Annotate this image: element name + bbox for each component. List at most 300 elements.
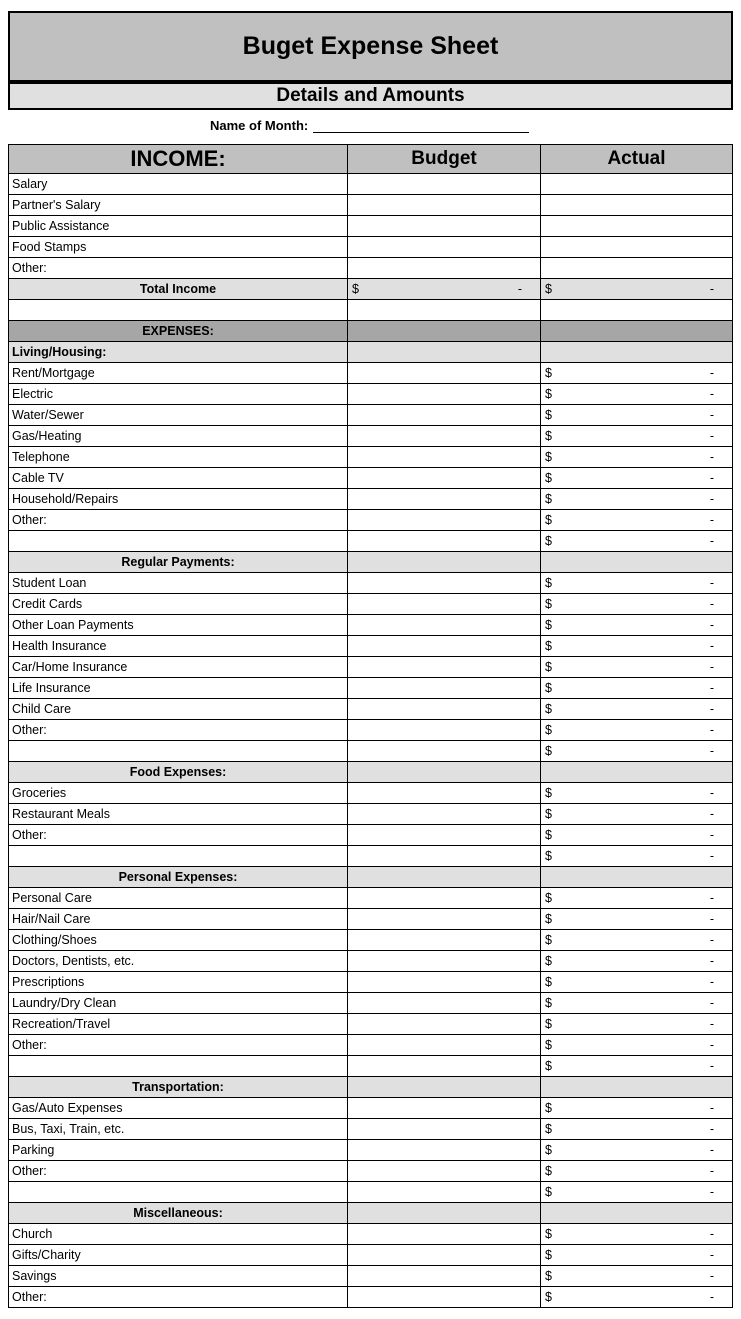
zero-dash: - — [709, 366, 714, 380]
section-actual-blank — [541, 867, 733, 888]
currency-symbol: $ — [545, 849, 552, 863]
section-actual-blank — [541, 342, 733, 363]
expense-row — [9, 489, 733, 510]
expense-row — [9, 720, 733, 741]
section-actual-blank — [541, 762, 733, 783]
expense-label: Gifts/Charity — [9, 1245, 348, 1266]
zero-dash: - — [709, 1185, 714, 1199]
budget-cell[interactable] — [348, 216, 541, 237]
actual-cell[interactable] — [541, 216, 733, 237]
expense-row — [9, 930, 733, 951]
expense-label: Recreation/Travel — [9, 1014, 348, 1035]
zero-dash: - — [709, 471, 714, 485]
budget-cell[interactable] — [348, 363, 541, 384]
actual-cell[interactable] — [541, 993, 733, 1014]
zero-dash: - — [709, 933, 714, 947]
zero-dash: - — [709, 1059, 714, 1073]
budget-cell[interactable] — [348, 594, 541, 615]
expense-row — [9, 405, 733, 426]
actual-cell[interactable] — [541, 195, 733, 216]
currency-symbol: $ — [545, 387, 552, 401]
expense-label: Health Insurance — [9, 636, 348, 657]
currency-symbol: $ — [545, 1164, 552, 1178]
sheet-subtitle: Details and Amounts — [8, 82, 733, 110]
actual-cell[interactable] — [541, 384, 733, 405]
budget-cell[interactable] — [348, 237, 541, 258]
budget-table — [8, 144, 733, 1308]
actual-cell[interactable] — [541, 447, 733, 468]
expense-label: Telephone — [9, 447, 348, 468]
budget-cell[interactable] — [348, 1056, 541, 1077]
currency-symbol: $ — [545, 576, 552, 590]
section-budget-blank — [348, 762, 541, 783]
actual-cell[interactable] — [541, 363, 733, 384]
expense-row — [9, 426, 733, 447]
zero-dash: - — [709, 996, 714, 1010]
actual-cell[interactable] — [541, 636, 733, 657]
zero-dash: - — [709, 282, 714, 296]
expense-row — [9, 468, 733, 489]
expense-label: Car/Home Insurance — [9, 657, 348, 678]
expense-label: Groceries — [9, 783, 348, 804]
zero-dash: - — [709, 975, 714, 989]
section-title: Living/Housing: — [9, 342, 348, 363]
zero-dash: - — [709, 1227, 714, 1241]
budget-header: Budget — [348, 145, 541, 174]
currency-symbol: $ — [545, 912, 552, 926]
currency-symbol: $ — [545, 366, 552, 380]
section-header-row — [9, 552, 733, 573]
section-budget-blank — [348, 552, 541, 573]
income-row — [9, 174, 733, 195]
actual-cell[interactable] — [541, 1140, 733, 1161]
budget-cell[interactable] — [348, 489, 541, 510]
zero-dash: - — [709, 408, 714, 422]
expense-label — [9, 1056, 348, 1077]
zero-dash: - — [709, 1038, 714, 1052]
budget-cell[interactable] — [348, 1035, 541, 1056]
expense-row — [9, 993, 733, 1014]
currency-symbol: $ — [545, 723, 552, 737]
expense-label: Child Care — [9, 699, 348, 720]
header-row — [9, 145, 733, 174]
expense-row — [9, 741, 733, 762]
expense-label: Life Insurance — [9, 678, 348, 699]
expense-row — [9, 825, 733, 846]
currency-symbol: $ — [545, 492, 552, 506]
actual-cell[interactable] — [541, 804, 733, 825]
section-header-row — [9, 342, 733, 363]
zero-dash: - — [709, 1122, 714, 1136]
budget-cell[interactable] — [348, 573, 541, 594]
section-header-row — [9, 1077, 733, 1098]
actual-cell[interactable] — [541, 972, 733, 993]
budget-cell[interactable] — [348, 1014, 541, 1035]
zero-dash: - — [709, 723, 714, 737]
zero-dash: - — [709, 639, 714, 653]
currency-symbol: $ — [545, 702, 552, 716]
expense-label: Restaurant Meals — [9, 804, 348, 825]
zero-dash: - — [709, 849, 714, 863]
currency-symbol: $ — [545, 471, 552, 485]
actual-cell[interactable] — [541, 1161, 733, 1182]
zero-dash: - — [709, 1101, 714, 1115]
budget-cell[interactable] — [348, 405, 541, 426]
currency-symbol: $ — [545, 1038, 552, 1052]
section-header-row — [9, 867, 733, 888]
actual-cell[interactable] — [541, 1182, 733, 1203]
currency-symbol: $ — [545, 408, 552, 422]
spacer-cell — [541, 300, 733, 321]
expense-row — [9, 1182, 733, 1203]
budget-cell[interactable] — [348, 1245, 541, 1266]
budget-cell[interactable] — [348, 426, 541, 447]
expense-row — [9, 657, 733, 678]
actual-cell[interactable] — [541, 489, 733, 510]
budget-cell[interactable] — [348, 1224, 541, 1245]
section-title: Personal Expenses: — [9, 867, 348, 888]
section-budget-blank — [348, 1203, 541, 1224]
currency-symbol: $ — [545, 1248, 552, 1262]
expense-label: Water/Sewer — [9, 405, 348, 426]
budget-cell[interactable] — [348, 741, 541, 762]
expense-row — [9, 699, 733, 720]
zero-dash: - — [709, 954, 714, 968]
zero-dash: - — [709, 597, 714, 611]
expense-row — [9, 1056, 733, 1077]
budget-cell[interactable] — [348, 909, 541, 930]
expense-row — [9, 1098, 733, 1119]
expense-label — [9, 846, 348, 867]
section-actual-blank — [541, 1077, 733, 1098]
currency-symbol: $ — [545, 975, 552, 989]
budget-cell[interactable] — [348, 657, 541, 678]
expense-label: Church — [9, 1224, 348, 1245]
expense-label: Gas/Auto Expenses — [9, 1098, 348, 1119]
actual-header: Actual — [541, 145, 733, 174]
actual-cell[interactable] — [541, 615, 733, 636]
currency-symbol: $ — [545, 660, 552, 674]
expense-row — [9, 1287, 733, 1308]
currency-symbol: $ — [545, 891, 552, 905]
zero-dash: - — [709, 1269, 714, 1283]
zero-dash: - — [709, 1017, 714, 1031]
currency-symbol: $ — [545, 1059, 552, 1073]
budget-cell[interactable] — [348, 468, 541, 489]
budget-cell[interactable] — [348, 447, 541, 468]
expense-label: Laundry/Dry Clean — [9, 993, 348, 1014]
actual-cell[interactable] — [541, 1014, 733, 1035]
expense-row — [9, 447, 733, 468]
expenses-actual-blank — [541, 321, 733, 342]
budget-cell[interactable] — [348, 888, 541, 909]
actual-cell[interactable] — [541, 825, 733, 846]
total-income-label: Total Income — [9, 279, 348, 300]
zero-dash: - — [709, 618, 714, 632]
budget-cell[interactable] — [348, 1287, 541, 1308]
budget-cell[interactable] — [348, 384, 541, 405]
actual-cell[interactable] — [541, 741, 733, 762]
section-title: Transportation: — [9, 1077, 348, 1098]
section-budget-blank — [348, 867, 541, 888]
actual-cell[interactable] — [541, 951, 733, 972]
zero-dash: - — [709, 1143, 714, 1157]
budget-cell[interactable] — [348, 1098, 541, 1119]
section-budget-blank — [348, 1077, 541, 1098]
currency-symbol: $ — [545, 1101, 552, 1115]
expense-row — [9, 636, 733, 657]
currency-symbol: $ — [545, 1017, 552, 1031]
section-actual-blank — [541, 1203, 733, 1224]
income-label: Partner's Salary — [9, 195, 348, 216]
budget-cell[interactable] — [348, 846, 541, 867]
income-label: Food Stamps — [9, 237, 348, 258]
month-label: Name of Month: — [210, 118, 309, 133]
expense-label: Other Loan Payments — [9, 615, 348, 636]
expense-label: Other: — [9, 720, 348, 741]
currency-symbol: $ — [545, 786, 552, 800]
budget-cell[interactable] — [348, 1161, 541, 1182]
expense-row — [9, 909, 733, 930]
spacer-row — [9, 300, 733, 321]
expense-row — [9, 594, 733, 615]
expense-label: Bus, Taxi, Train, etc. — [9, 1119, 348, 1140]
expense-label: Gas/Heating — [9, 426, 348, 447]
budget-cell[interactable] — [348, 825, 541, 846]
expense-label: Other: — [9, 510, 348, 531]
zero-dash: - — [709, 912, 714, 926]
actual-cell[interactable] — [541, 699, 733, 720]
expense-label: Savings — [9, 1266, 348, 1287]
section-title: Food Expenses: — [9, 762, 348, 783]
budget-cell[interactable] — [348, 678, 541, 699]
section-actual-blank — [541, 552, 733, 573]
currency-symbol: $ — [545, 954, 552, 968]
expense-row — [9, 951, 733, 972]
zero-dash: - — [709, 786, 714, 800]
expense-label — [9, 1182, 348, 1203]
income-label: Public Assistance — [9, 216, 348, 237]
expense-row — [9, 783, 733, 804]
expense-row — [9, 846, 733, 867]
budget-cell[interactable] — [348, 510, 541, 531]
actual-cell[interactable] — [541, 909, 733, 930]
zero-dash: - — [709, 1164, 714, 1178]
budget-cell[interactable] — [348, 783, 541, 804]
expense-row — [9, 384, 733, 405]
actual-cell[interactable] — [541, 1287, 733, 1308]
actual-cell[interactable] — [541, 468, 733, 489]
budget-cell[interactable] — [348, 804, 541, 825]
expense-label: Cable TV — [9, 468, 348, 489]
budget-cell[interactable] — [348, 1140, 541, 1161]
section-budget-blank — [348, 342, 541, 363]
income-label: Other: — [9, 258, 348, 279]
zero-dash: - — [709, 807, 714, 821]
budget-cell[interactable] — [348, 930, 541, 951]
actual-cell[interactable] — [541, 720, 733, 741]
budget-cell[interactable] — [348, 195, 541, 216]
budget-cell[interactable] — [348, 258, 541, 279]
expense-label: Doctors, Dentists, etc. — [9, 951, 348, 972]
expense-row — [9, 1224, 733, 1245]
zero-dash: - — [709, 576, 714, 590]
zero-dash: - — [709, 702, 714, 716]
budget-cell[interactable] — [348, 174, 541, 195]
expense-label: Other: — [9, 1035, 348, 1056]
budget-cell[interactable] — [348, 615, 541, 636]
budget-cell[interactable] — [348, 531, 541, 552]
currency-symbol: $ — [545, 429, 552, 443]
currency-symbol: $ — [545, 618, 552, 632]
currency-symbol: $ — [545, 513, 552, 527]
actual-cell[interactable] — [541, 1035, 733, 1056]
currency-symbol: $ — [545, 681, 552, 695]
actual-cell[interactable] — [541, 888, 733, 909]
zero-dash: - — [709, 492, 714, 506]
currency-symbol: $ — [545, 1185, 552, 1199]
actual-cell[interactable] — [541, 657, 733, 678]
actual-cell[interactable] — [541, 783, 733, 804]
month-input-line[interactable] — [313, 120, 529, 133]
expense-row — [9, 1014, 733, 1035]
section-header-row — [9, 1203, 733, 1224]
zero-dash: - — [709, 513, 714, 527]
actual-cell[interactable] — [541, 594, 733, 615]
actual-cell[interactable] — [541, 930, 733, 951]
expense-label: Clothing/Shoes — [9, 930, 348, 951]
actual-cell[interactable] — [541, 1119, 733, 1140]
currency-symbol: $ — [545, 996, 552, 1010]
zero-dash: - — [709, 1290, 714, 1304]
month-field — [210, 118, 529, 133]
expense-row — [9, 678, 733, 699]
spacer-cell — [348, 300, 541, 321]
actual-cell[interactable] — [541, 405, 733, 426]
currency-symbol: $ — [545, 282, 552, 296]
expense-row — [9, 531, 733, 552]
expense-row — [9, 1035, 733, 1056]
currency-symbol: $ — [545, 933, 552, 947]
budget-cell[interactable] — [348, 720, 541, 741]
zero-dash: - — [709, 660, 714, 674]
expense-label: Household/Repairs — [9, 489, 348, 510]
currency-symbol: $ — [545, 1122, 552, 1136]
total-income-row — [9, 279, 733, 300]
currency-symbol: $ — [545, 1143, 552, 1157]
expense-row — [9, 363, 733, 384]
expense-label: Other: — [9, 1287, 348, 1308]
income-row — [9, 237, 733, 258]
expense-row — [9, 972, 733, 993]
actual-cell[interactable] — [541, 174, 733, 195]
actual-cell[interactable] — [541, 1056, 733, 1077]
expense-row — [9, 1119, 733, 1140]
actual-cell[interactable] — [541, 573, 733, 594]
expense-label — [9, 741, 348, 762]
zero-dash: - — [709, 387, 714, 401]
currency-symbol: $ — [545, 1290, 552, 1304]
actual-cell[interactable] — [541, 846, 733, 867]
budget-cell[interactable] — [348, 636, 541, 657]
budget-cell[interactable] — [348, 1182, 541, 1203]
expense-label: Personal Care — [9, 888, 348, 909]
expense-row — [9, 1140, 733, 1161]
actual-cell[interactable] — [541, 258, 733, 279]
expense-row — [9, 1245, 733, 1266]
currency-symbol: $ — [545, 744, 552, 758]
income-row — [9, 195, 733, 216]
income-row — [9, 216, 733, 237]
currency-symbol: $ — [545, 1269, 552, 1283]
total-income-actual[interactable] — [541, 279, 733, 300]
income-header: INCOME: — [9, 145, 348, 174]
actual-cell[interactable] — [541, 1098, 733, 1119]
expense-label: Parking — [9, 1140, 348, 1161]
currency-symbol: $ — [545, 807, 552, 821]
zero-dash: - — [709, 891, 714, 905]
expense-label: Prescriptions — [9, 972, 348, 993]
expense-label — [9, 531, 348, 552]
currency-symbol: $ — [352, 282, 359, 296]
actual-cell[interactable] — [541, 1245, 733, 1266]
expenses-budget-blank — [348, 321, 541, 342]
expense-row — [9, 1161, 733, 1182]
expense-label: Electric — [9, 384, 348, 405]
currency-symbol: $ — [545, 639, 552, 653]
expense-row — [9, 888, 733, 909]
actual-cell[interactable] — [541, 237, 733, 258]
expense-row — [9, 573, 733, 594]
expense-row — [9, 615, 733, 636]
currency-symbol: $ — [545, 534, 552, 548]
expense-row — [9, 1266, 733, 1287]
expense-row — [9, 510, 733, 531]
expense-label: Credit Cards — [9, 594, 348, 615]
expense-label: Other: — [9, 1161, 348, 1182]
currency-symbol: $ — [545, 597, 552, 611]
spacer-cell — [9, 300, 348, 321]
total-income-budget[interactable] — [348, 279, 541, 300]
actual-cell[interactable] — [541, 678, 733, 699]
zero-dash: - — [709, 744, 714, 758]
sheet-title: Buget Expense Sheet — [8, 11, 733, 82]
budget-cell[interactable] — [348, 993, 541, 1014]
budget-cell[interactable] — [348, 1119, 541, 1140]
budget-cell[interactable] — [348, 972, 541, 993]
actual-cell[interactable] — [541, 426, 733, 447]
section-title: Regular Payments: — [9, 552, 348, 573]
zero-dash: - — [709, 681, 714, 695]
actual-cell[interactable] — [541, 1266, 733, 1287]
income-row — [9, 258, 733, 279]
zero-dash: - — [709, 450, 714, 464]
expense-label: Hair/Nail Care — [9, 909, 348, 930]
budget-cell[interactable] — [348, 1266, 541, 1287]
expense-row — [9, 804, 733, 825]
actual-cell[interactable] — [541, 510, 733, 531]
zero-dash: - — [709, 429, 714, 443]
budget-cell[interactable] — [348, 699, 541, 720]
actual-cell[interactable] — [541, 1224, 733, 1245]
zero-dash: - — [709, 534, 714, 548]
expense-label: Other: — [9, 825, 348, 846]
expenses-header-row — [9, 321, 733, 342]
budget-cell[interactable] — [348, 951, 541, 972]
actual-cell[interactable] — [541, 531, 733, 552]
zero-dash: - — [709, 1248, 714, 1262]
currency-symbol: $ — [545, 450, 552, 464]
